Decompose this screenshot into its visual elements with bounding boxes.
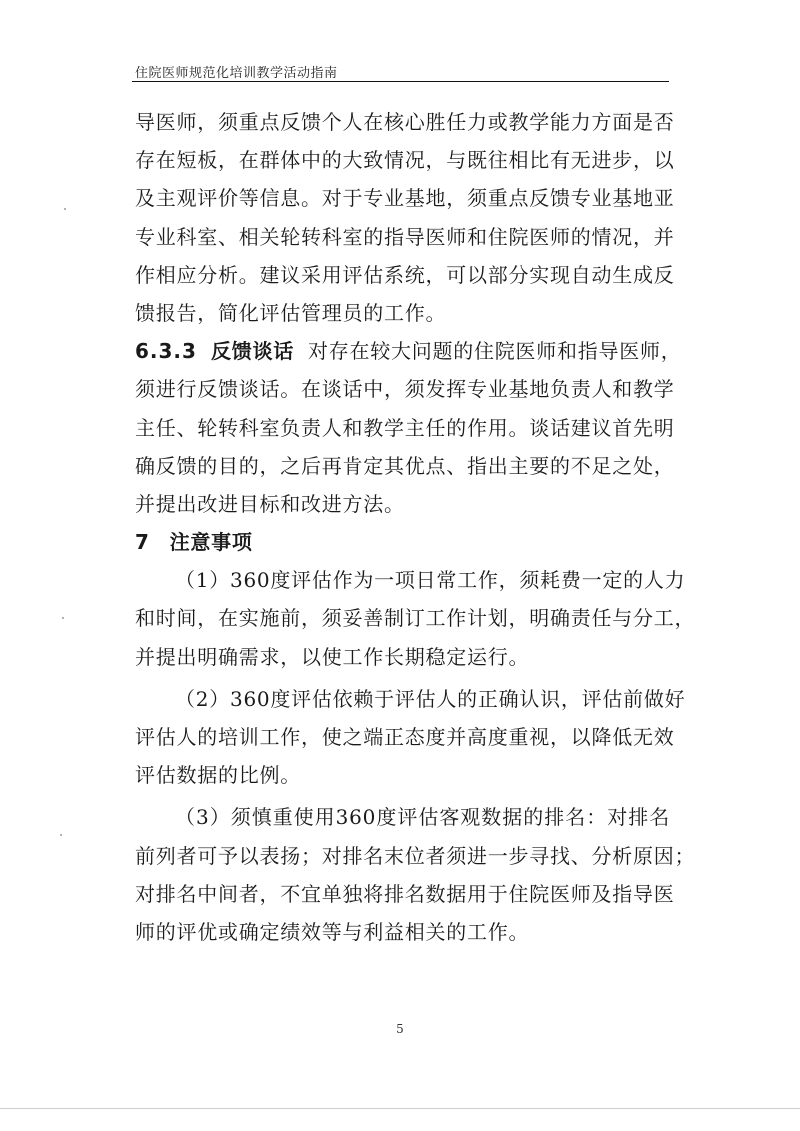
section-number: 7 [135, 530, 150, 555]
subsection-title: 反馈谈话 [210, 339, 294, 364]
text-line: 专业科室、相关轮转科室的指导医师和住院医师的情况，并 [135, 224, 675, 249]
running-header-title: 住院医师规范化培训教学活动指南 [135, 66, 338, 81]
text-line: 对存在较大问题的住院医师和指导医师， [307, 339, 682, 364]
header-rule [132, 81, 669, 82]
text-line: 导医师，须重点反馈个人在核心胜任力或教学能力方面是否 [135, 110, 675, 134]
note-item-1 [135, 561, 696, 676]
page-number: 5 [396, 1022, 404, 1036]
paragraph-continuation [135, 103, 675, 332]
text-line: （1）360度评估作为一项日常工作，须耗费一定的人力 [175, 568, 686, 593]
scan-edge-line [0, 1108, 800, 1109]
text-line: 作相应分析。建议采用评估系统，可以部分实现自动生成反 [135, 262, 675, 287]
note-item-2 [135, 680, 686, 795]
body-text [135, 103, 696, 951]
text-line: 馈报告，简化评估管理员的工作。 [135, 300, 447, 325]
subsection-first-line [135, 332, 682, 370]
subsection-6-3-3 [135, 332, 682, 523]
text-line: 对排名中间者，不宜单独将排名数据用于住院医师及指导医 [135, 881, 675, 906]
text-line: 须进行反馈谈话。在谈话中，须发挥专业基地负责人和教学 [135, 377, 675, 402]
text-line: 和时间，在实施前，须妥善制订工作计划，明确责任与分工， [135, 606, 696, 631]
text-line: 主任、轮转科室负责人和教学主任的作用。谈话建议首先明 [135, 415, 675, 440]
text-line: 评估人的培训工作，使之端正态度并高度重视，以降低无效 [135, 725, 675, 749]
text-line: 前列者可予以表扬；对排名末位者须进一步寻找、分析原因； [135, 843, 696, 868]
text-line: （3）须慎重使用360度评估客观数据的排名：对排名 [175, 805, 670, 830]
text-line: （2）360度评估依赖于评估人的正确认识，评估前做好 [175, 686, 686, 711]
section-heading [135, 523, 670, 561]
scan-speck [64, 208, 66, 210]
text-line: 并提出明确需求，以使工作长期稳定运行。 [135, 644, 530, 669]
text-line: 存在短板，在群体中的大致情况，与既往相比有无进步，以 [135, 148, 675, 173]
text-line: 并提出改进目标和改进方法。 [135, 491, 405, 516]
section-title: 注意事项 [169, 530, 253, 555]
text-line: 及主观评价等信息。对于专业基地，须重点反馈专业基地亚 [135, 186, 675, 211]
scan-speck [60, 834, 62, 836]
subsection-number: 6.3.3 [135, 339, 197, 364]
text-line: 师的评优或确定绩效等与利益相关的工作。 [135, 919, 530, 944]
scan-speck [62, 617, 64, 619]
text-line: 评估数据的比例。 [135, 763, 301, 788]
text-line: 确反馈的目的，之后再肯定其优点、指出主要的不足之处， [135, 453, 675, 478]
note-item-3 [135, 798, 696, 951]
